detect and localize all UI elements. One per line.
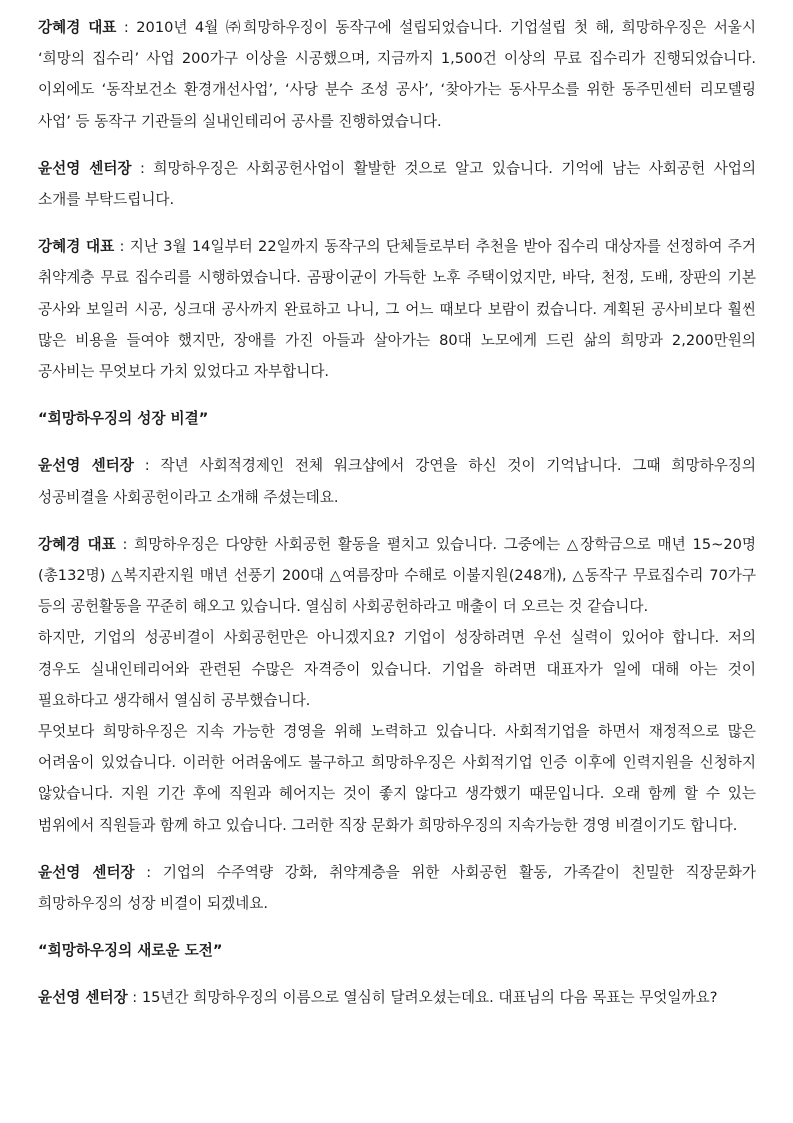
speaker-name: 강혜경 대표 [38,238,115,256]
speaker-name: 윤선영 센터장 [38,457,134,475]
section-heading-growth-secret: “희망하우징의 성장 비결” [38,410,209,428]
paragraph-question-workshop [38,450,756,512]
paragraph-text: : 작년 사회적경제인 전체 워크샵에서 강연을 하신 것이 기억납니다. 그때 희망하우징의 성공비결을 사회공헌이라고 소개해 주셨는데요. [38,457,756,506]
speaker-name: 윤선영 센터장 [38,159,132,177]
paragraph-text: : 15년간 희망하우징의 이름으로 열심히 달려오셨는데요. 대표님의 다음 목표는 무엇일까요? [127,989,718,1007]
paragraph-text: : 2010년 4월 ㈜희망하우징이 동작구에 설립되었습니다. 기업설립 첫 해, 희망하우징은 서울시 ‘희망의 집수리’ 사업 200가구 이상을 시공했으며, 지금까지 1,500건 이상의 무료 집수리가 진행되었습니다. 이외에도 ‘동작보건소 환경개선사업’, ‘사당 분수 조성 공사’, ‘찾아가는 동사무소를 위한 동주민센터 리모델링 사업’ 등 동작구 기관들의 실내인테리어 공사를 진행하였습니다. [38,19,756,130]
paragraph-question-social-contribution [38,153,756,215]
speaker-name: 강혜경 대표 [38,19,117,36]
paragraph-text: : 기업의 수주역량 강화, 취약계층을 위한 사회공헌 활동, 가족같이 친밀한 직장문화가 희망하우징의 성장 비결이 되겠네요. [38,863,756,913]
speaker-name: 윤선영 센터장 [38,863,135,881]
paragraph-continuation-skills: 하지만, 기업의 성공비결이 사회공헌만은 아니겠지요? 기업이 성장하려면 우선 실력이 있어야 합니다. 저의 경우도 실내인테리어와 관련된 수많은 자격증이 있습니다. 기업을 하려면 대표자가 일에 대해 아는 것이 필요하다고 생각해서 열심히 공부했습니다. [38,629,756,709]
paragraph-intro [38,12,756,137]
speaker-name: 강혜경 대표 [38,535,116,553]
paragraph-question-next-goal [38,982,756,1013]
paragraph-summary [38,857,756,919]
speaker-name: 윤선영 센터장 [38,989,128,1007]
document-page [38,12,756,1014]
paragraph-text: : 지난 3월 14일부터 22일까지 동작구의 단체들로부터 추천을 받아 집수리 대상자를 선정하여 주거 취약계층 무료 집수리를 시행하였습니다. 곰팡이균이 가득한 노후 주택이었지만, 바닥, 천정, 도배, 장판의 기본 공사와 보일러 시공, 싱크대 공사까지 완료하고 나니, 그 어느 때보다 보람이 컸습니다. 계획된 공사비보다 훨씬 많은 비용을 들여야 했지만, 장애를 가진 아들과 살아가는 80대 노모에게 드린 삶의 희망과 2,200만원의 공사비는 무엇보다 가치 있었다고 자부합니다. [38,238,756,381]
paragraph-answer-repair [38,231,756,387]
paragraph-continuation-sustainability: 무엇보다 희망하우징은 지속 가능한 경영을 위해 노력하고 있습니다. 사회적기업을 하면서 재정적으로 많은 어려움이 있었습니다. 이러한 어려움에도 불구하고 희망하우징은 사회적기업 인증 이후에 인력지원을 신청하지 않았습니다. 지원 기간 후에 직원과 헤어지는 것이 좋지 않다고 생각했기 때문입니다. 오래 함께 할 수 있는 범위에서 직원들과 함께 하고 있습니다. 그러한 직장 문화가 희망하우징의 지속가능한 경영 비결이기도 합니다. [38,723,756,834]
section-heading-new-challenge: “희망하우징의 새로운 도전” [38,942,223,960]
paragraph-text: : 희망하우징은 사회공헌사업이 활발한 것으로 알고 있습니다. 기억에 남는 사회공헌 사업의 소개를 부탁드립니다. [38,159,756,209]
paragraph-text: : 희망하우징은 다양한 사회공헌 활동을 펼치고 있습니다. 그중에는 △장학금으로 매년 15~20명(총132명) △복지관지원 매년 선풍기 200대 △여름장마 수해로 이불지원(248개), △동작구 무료집수리 70가구 등의 공헌활동을 꾸준히 해오고 있습니다. 열심히 사회공헌하라고 매출이 더 오르는 것 같습니다. [38,535,756,616]
paragraph-answer-activities [38,529,756,623]
